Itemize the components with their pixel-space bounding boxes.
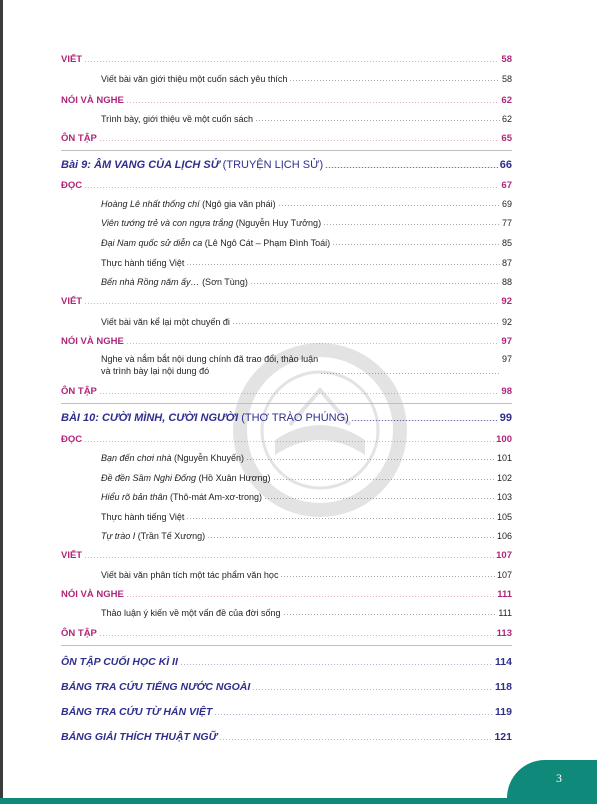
toc-section-on-tap[interactable]: ÔN TẬP 113 [61, 628, 512, 639]
toc-section-viet[interactable]: VIẾT 58 [61, 54, 512, 65]
toc-item[interactable]: Thực hành tiếng Việt 105 [101, 512, 512, 522]
footer-band [0, 798, 597, 804]
toc-lesson-10[interactable]: BÀI 10: CƯỜI MÌNH, CƯỜI NGƯỜI (THƠ TRÀO PHÚNG) 99 [61, 412, 512, 424]
toc-section-noi-va-nghe[interactable]: NÓI VÀ NGHE 97 [61, 336, 512, 347]
toc-item[interactable]: Viết bài văn giới thiệu một cuốn sách yêu thích 58 [101, 74, 512, 84]
toc-item[interactable]: Viết bài văn phân tích một tác phẩm văn học 107 [101, 570, 512, 580]
toc-item[interactable]: Bến nhà Rồng năm ấy… (Sơn Tùng) 88 [101, 277, 512, 287]
toc-item[interactable]: Bạn đến chơi nhà (Nguyễn Khuyến) 101 [101, 453, 512, 463]
toc-section-on-tap[interactable]: ÔN TẬP 98 [61, 386, 512, 397]
toc-section-doc[interactable]: ĐỌC 67 [61, 180, 512, 191]
toc-glossary[interactable]: BẢNG GIẢI THÍCH THUẬT NGỮ 121 [61, 731, 512, 743]
page-number-tab [507, 760, 597, 798]
toc-section-noi-va-nghe[interactable]: NÓI VÀ NGHE 62 [61, 95, 512, 106]
left-margin-rule [0, 0, 3, 804]
page-number: 3 [556, 771, 562, 785]
toc-item[interactable]: Đại Nam quốc sử diễn ca (Lê Ngô Cát – Phạm Đình Toái) 85 [101, 238, 512, 248]
toc-item[interactable]: Trình bày, giới thiệu về một cuốn sách 62 [101, 114, 512, 124]
toc-item[interactable]: Tự trào I (Trần Tế Xương) 106 [101, 531, 512, 541]
toc-item[interactable]: Hoàng Lê nhất thống chí (Ngô gia văn phái) 69 [101, 199, 512, 209]
toc-item[interactable]: Nghe và nắm bắt nội dung chính đã trao đổi, thảo luận và trình bày lại nội dung đó 97 [101, 354, 512, 376]
toc-item[interactable]: Viên tướng trẻ và con ngựa trắng (Nguyễn Huy Tưởng) 77 [101, 218, 512, 228]
toc-section-doc[interactable]: ĐỌC 100 [61, 434, 512, 445]
section-divider [61, 150, 512, 151]
toc-foreign-terms-index[interactable]: BẢNG TRA CỨU TIẾNG NƯỚC NGOÀI 118 [61, 681, 512, 693]
toc-section-on-tap[interactable]: ÔN TẬP 65 [61, 133, 512, 144]
toc-lesson-9[interactable]: Bài 9: ÂM VANG CỦA LỊCH SỬ (TRUYỆN LỊCH SỬ) 66 [61, 159, 512, 171]
toc-item[interactable]: Thực hành tiếng Việt 87 [101, 258, 512, 268]
section-divider [61, 403, 512, 404]
toc-section-noi-va-nghe[interactable]: NÓI VÀ NGHE 111 [61, 589, 512, 600]
toc-item[interactable]: Hiểu rõ bản thân (Thô-mát Am-xơ-trong) 103 [101, 492, 512, 502]
section-divider [61, 645, 512, 646]
toc-item[interactable]: Viết bài văn kể lại một chuyến đi 92 [101, 317, 512, 327]
toc-item[interactable]: Thảo luận ý kiến về một vấn đề của đời sống 111 [101, 608, 512, 618]
toc-review-final[interactable]: ÔN TẬP CUỐI HỌC KÌ II 114 [61, 656, 512, 668]
toc-sino-vietnamese-index[interactable]: BẢNG TRA CỨU TỪ HÁN VIỆT 119 [61, 706, 512, 718]
toc-section-viet[interactable]: VIẾT 107 [61, 550, 512, 561]
toc-item[interactable]: Đề đền Sầm Nghi Đống (Hồ Xuân Hương) 102 [101, 473, 512, 483]
toc-section-viet[interactable]: VIẾT 92 [61, 296, 512, 307]
